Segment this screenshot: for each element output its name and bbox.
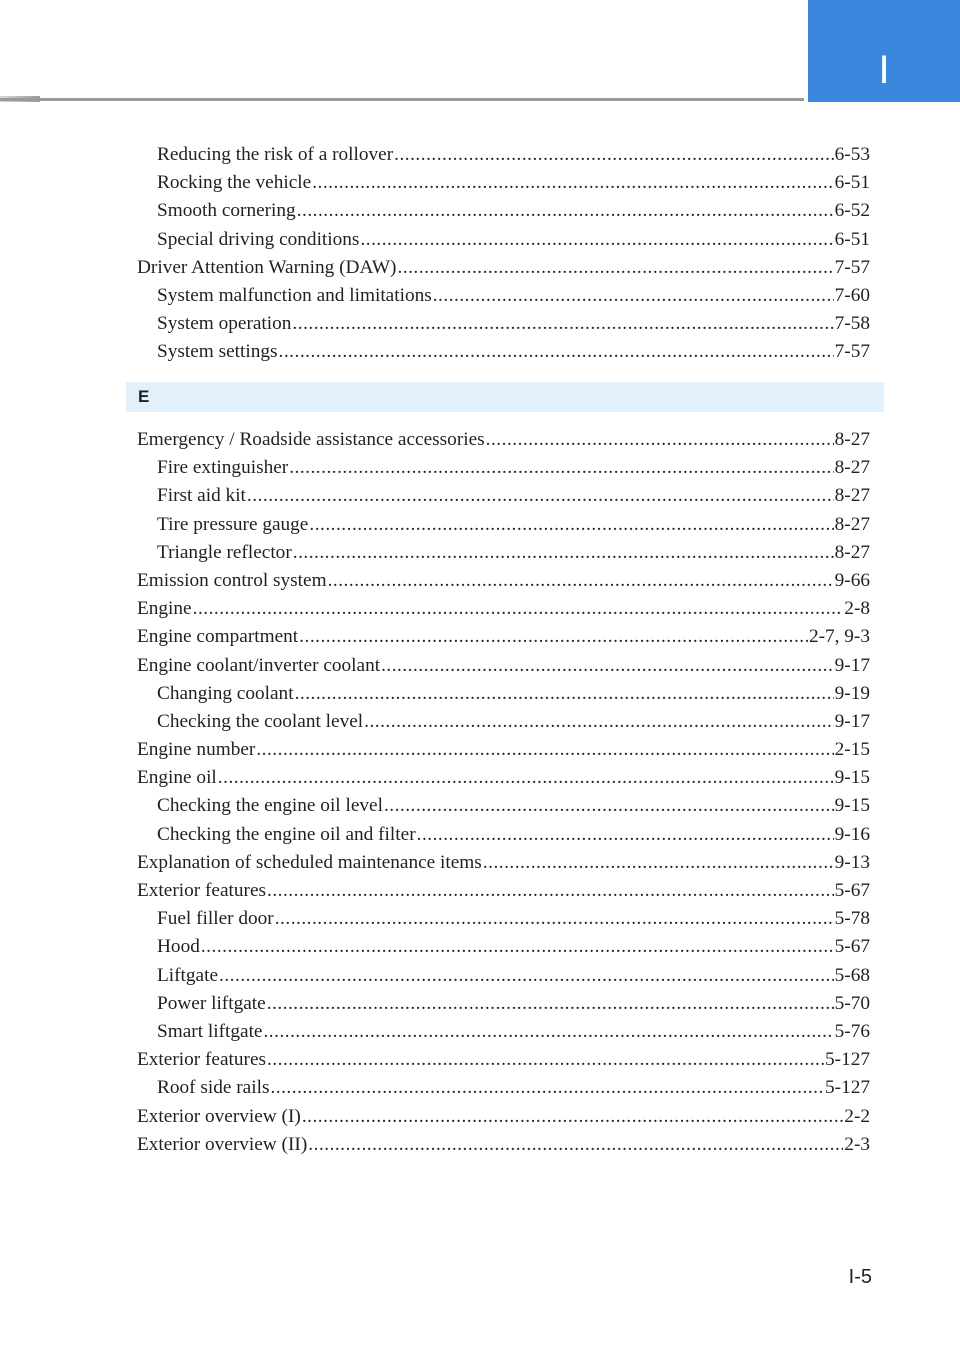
index-entry[interactable] [137,680,870,708]
dot-leader [201,933,834,961]
index-entry-title: Fire extinguisher [157,457,289,479]
index-entry-page: 7-57 [834,341,870,363]
index-entry-title: System settings [157,341,278,363]
dot-leader [417,821,834,849]
index-entry-page: 5-127 [825,1077,870,1099]
dot-leader [247,482,834,510]
index-entry-page: 2-8 [844,598,870,620]
index-entry-page: 7-60 [834,284,870,306]
index-entry-title: Smart liftgate [157,1020,263,1042]
index-entry[interactable] [137,254,870,282]
index-entry-page: 5-76 [834,1020,870,1042]
index-entry[interactable] [137,511,870,539]
dot-leader [381,652,834,680]
index-entry-page: 9-19 [834,682,870,704]
index-entry[interactable] [137,141,870,169]
index-entry-title: Engine [137,598,192,620]
index-entry-title: Checking the engine oil and filter [157,823,416,845]
index-entry-page: 2-15 [834,739,870,761]
dot-leader [267,877,834,905]
section-letter: I [878,48,890,92]
index-entry-page: 9-16 [834,823,870,845]
header-rule [0,98,804,101]
index-entry-title: Exterior overview (II) [137,1133,308,1155]
letter-band-label: E [138,387,150,406]
dot-leader [308,1131,843,1159]
index-entry-page: 6-52 [834,200,870,222]
dot-leader [256,736,833,764]
index-entry-title: Engine coolant/inverter coolant [137,654,381,676]
index-entry-title: Roof side rails [157,1077,270,1099]
dot-leader [270,1074,824,1102]
index-entry[interactable] [137,905,870,933]
index-entry[interactable] [137,933,870,961]
index-entry-page: 5-67 [834,880,870,901]
index-entry[interactable] [137,567,870,595]
dot-leader [384,792,834,820]
dot-leader [267,990,834,1018]
index-entry-page: 9-15 [834,767,870,789]
dot-leader [309,511,833,539]
index-entry[interactable] [137,623,870,651]
index-entry-page: 9-17 [834,654,870,676]
index-entry-page: 9-13 [834,851,870,873]
index-group-e [137,426,870,1159]
index-entry-page: 5-67 [834,936,870,958]
index-entry[interactable] [137,539,870,567]
index-entry-title: Checking the coolant level [157,710,364,732]
dot-leader [275,905,834,933]
index-entry-title: Liftgate [157,964,219,986]
index-entry-page: 5-70 [834,992,870,1014]
index-entry-title: Exterior features [137,1049,267,1071]
dot-leader [486,426,834,454]
dot-leader [263,1018,833,1046]
index-entry[interactable] [137,821,870,849]
index-entry[interactable] [137,226,870,254]
index-entry[interactable] [137,1103,870,1131]
index-entry[interactable] [137,1018,870,1046]
index-entry-title: Triangle reflector [157,541,292,563]
index-entry-title: Engine compartment [137,626,299,648]
dot-leader [297,197,834,225]
index-entry-title: System malfunction and limitations [157,284,432,306]
index-entry-page: 7-57 [834,256,870,278]
index-entry[interactable] [137,792,870,820]
dot-leader [302,1103,843,1131]
index-entry-page: 9-17 [834,710,870,732]
index-entry-page: 2-3 [844,1133,870,1155]
index-entry-title: Special driving conditions [157,228,360,250]
index-entry-page: 8-27 [834,457,870,479]
index-entry-page: 6-51 [834,228,870,250]
dot-leader [433,282,834,310]
dot-leader [364,708,834,736]
dot-leader [328,567,834,595]
index-entry-title: Engine oil [137,767,217,789]
index-entry[interactable] [137,990,870,1018]
index-entry[interactable] [137,764,870,792]
index-entry[interactable] [137,849,870,877]
index-entry[interactable] [137,454,870,482]
index-entry[interactable] [137,595,870,623]
index-entry-title: System operation [157,313,292,335]
index-entry[interactable] [137,310,870,338]
index-entry-page: 6-53 [834,144,870,165]
index-entry-title: Fuel filler door [157,908,274,930]
dot-leader [267,1046,824,1074]
index-group-d [137,141,870,367]
index-entry[interactable] [137,708,870,736]
index-entry[interactable] [137,877,870,905]
index-entry[interactable] [137,426,870,454]
index-entry-title: Power liftgate [157,992,266,1014]
index-entry-page: 5-78 [834,908,870,930]
index-entry-page: 8-27 [834,485,870,507]
index-entry[interactable] [137,169,870,197]
letter-band-e [126,382,884,412]
dot-leader [279,338,834,366]
index-entry-title: First aid kit [157,485,246,507]
dot-leader [295,680,834,708]
section-tab [808,0,960,102]
dot-leader [397,254,833,282]
index-entry-page: 8-27 [834,513,870,535]
index-entry-title: Reducing the risk of a rollover [157,144,394,165]
index-entry[interactable] [137,1046,870,1074]
dot-leader [193,595,844,623]
dot-leader [293,539,834,567]
index-entry-title: Emission control system [137,569,327,591]
index-entry-title: Tire pressure gauge [157,513,309,535]
index-entry-page: 2-7, 9-3 [808,626,870,648]
index-entry-title: Hood [157,936,200,958]
index-entry[interactable] [137,482,870,510]
index-entry-page: 7-58 [834,313,870,335]
index-entry-page: 8-27 [834,541,870,563]
page-number: I-5 [848,1266,872,1288]
index-entry-title: Smooth cornering [157,200,296,222]
index-entry[interactable] [137,197,870,225]
index-entry[interactable] [137,1074,870,1102]
dot-leader [394,141,834,169]
index-entry-page: 2-2 [844,1105,870,1127]
index-entry-page: 9-15 [834,795,870,817]
index-entry[interactable] [137,338,870,366]
index-entry-title: Checking the engine oil level [157,795,383,817]
index-entry-page: 9-66 [834,569,870,591]
index-entry[interactable] [137,736,870,764]
index-entry-page: 8-27 [834,429,870,450]
index-entry-title: Driver Attention Warning (DAW) [137,256,397,278]
index-entry-title: Engine number [137,739,256,761]
dot-leader [360,226,833,254]
dot-leader [483,849,834,877]
index-entry[interactable] [137,1131,870,1159]
index-entry-title: Explanation of scheduled maintenance items [137,851,482,873]
index-entry-page: 5-127 [825,1049,870,1071]
dot-leader [289,454,833,482]
dot-leader [218,764,834,792]
index-entry[interactable] [137,652,870,680]
index-entry-title: Exterior overview (I) [137,1105,301,1127]
index-entry[interactable] [137,282,870,310]
dot-leader [292,310,833,338]
index-entry-title: Emergency / Roadside assistance accessories [137,429,485,450]
index-entry-title: Rocking the vehicle [157,172,312,194]
index-entry-title: Changing coolant [157,682,294,704]
index-entry-page: 5-68 [834,964,870,986]
dot-leader [312,169,833,197]
dot-leader [219,962,834,990]
index-entry[interactable] [137,962,870,990]
index-entry-page: 6-51 [834,172,870,194]
dot-leader [299,623,808,651]
index-entry-title: Exterior features [137,880,267,901]
